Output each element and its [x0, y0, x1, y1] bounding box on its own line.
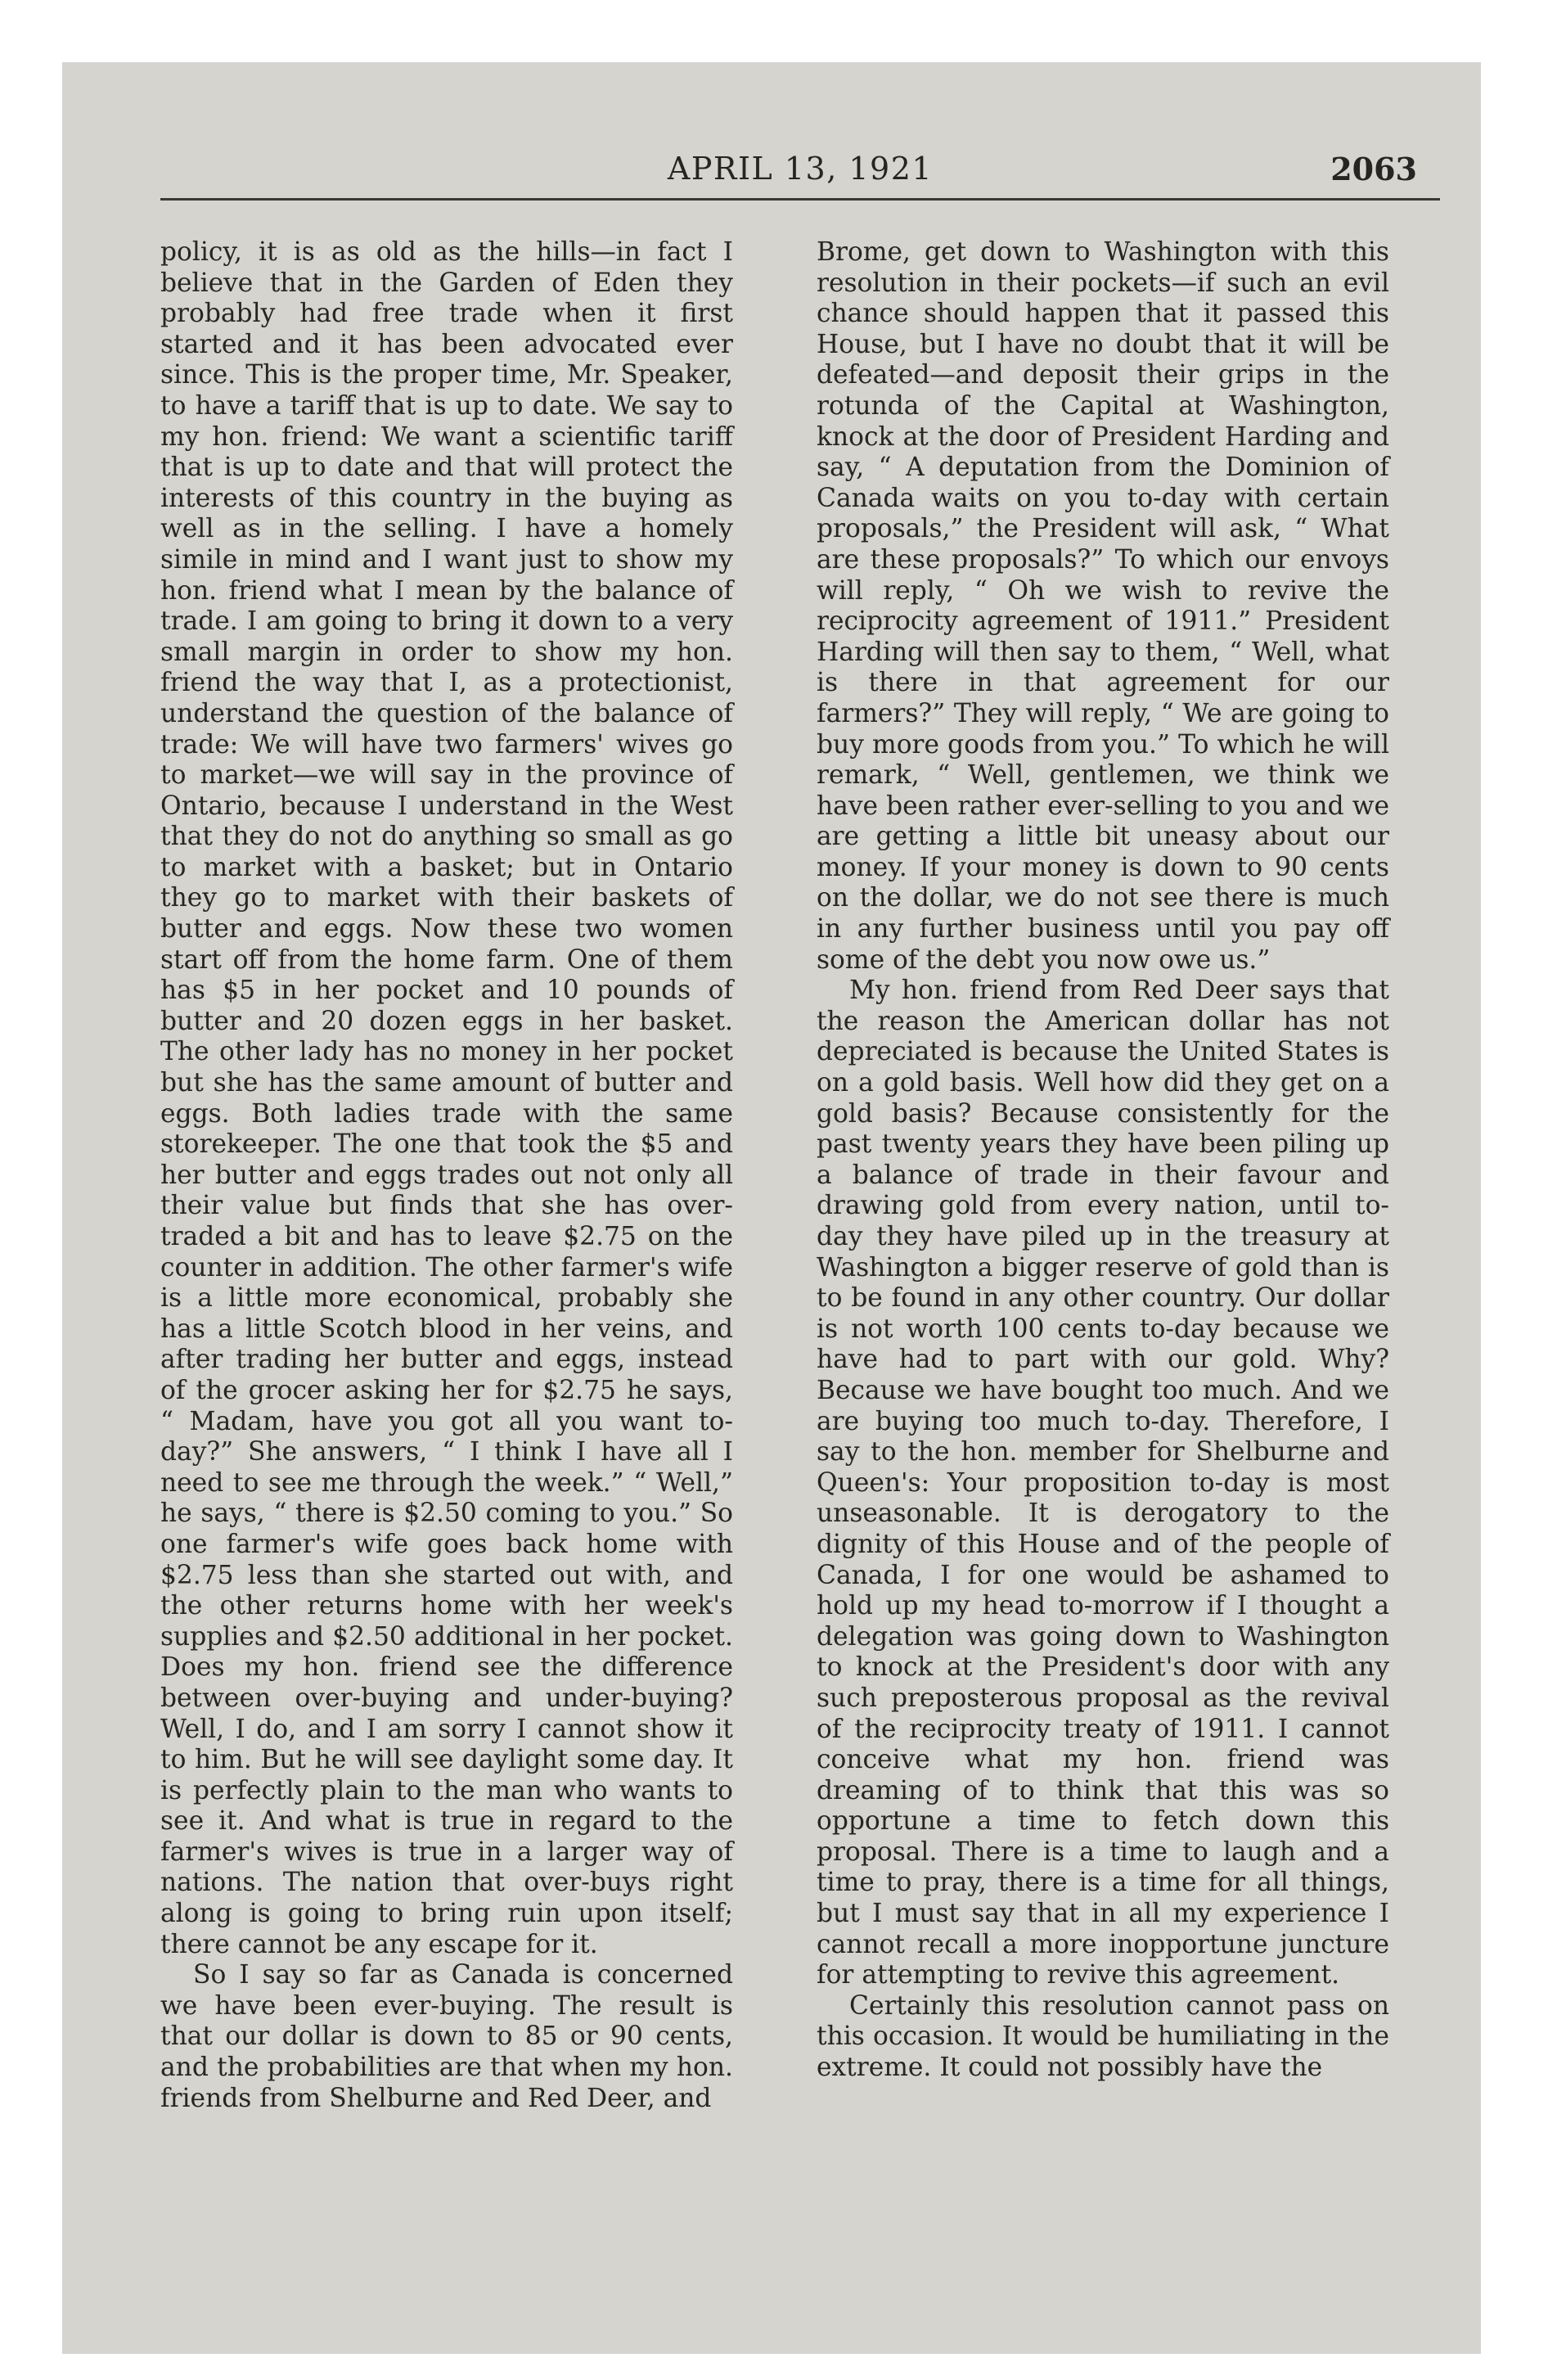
paragraph: My hon. friend from Red Deer says that the reason the American dollar has not depreciated is because the United States is on a gold basis. Well how did they get on a gold basis? Because consistently for the past twenty years they have been piling up a balance of trade in their favour and drawing gold from every nation, until to-day they have piled up in the treasury at Washington a bigger reserve of gold than is to be found in any other country. Our dollar is not worth 100 cents to-day because we have had to part with our gold. Why? Because we have bought too much. And we are buying too much to-day. Therefore, I say to the hon. member for Shelburne and Queen's: Your proposition to-day is most unseasonable. It is derogatory to the dignity of this House and of the people of Canada, I for one would be ashamed to hold up my head to-morrow if I thought a delegation was going down to Washington to knock at the President's door with any such preposterous proposal as the revival of the reciprocity treaty of 1911. I cannot conceive what my hon. friend was dreaming of to think that this was so opportune a time to fetch down this proposal. There is a time to laugh and a time to pray, there is a time for all things, but I must say that in all my experience I cannot recall a more inopportune juncture for attempting to revive this agreement.: [817, 976, 1389, 1990]
left-column: [160, 237, 733, 2114]
paragraph: Certainly this resolution cannot pass on this occasion. It would be humiliating in the extreme. It could not possibly have the: [817, 1990, 1389, 2083]
page-number: 2063: [1330, 151, 1417, 187]
paragraph: So I say so far as Canada is concerned we have been ever-buying. The result is that our dollar is down to 85 or 90 cents, and the probabilities are that when my hon. friends from Shelburne and Red Deer, and: [160, 1960, 733, 2113]
page-header: [160, 147, 1440, 196]
paragraph: policy, it is as old as the hills—in fact I believe that in the Garden of Eden they probably had free trade when it first started and it has been advocated ever since. This is the proper time, Mr. Speaker, to have a tariff that is up to date. We say to my hon. friend: We want a scientific tariff that is up to date and that will protect the interests of this country in the buying as well as in the selling. I have a homely simile in mind and I want just to show my hon. friend what I mean by the balance of trade. I am going to bring it down to a very small margin in order to show my hon. friend the way that I, as a protectionist, understand the question of the balance of trade: We will have two farmers' wives go to market—we will say in the province of Ontario, because I understand in the West that they do not do anything so small as go to market with a basket; but in Ontario they go to market with their baskets of butter and eggs. Now these two women start off from the home farm. One of them has $5 in her pocket and 10 pounds of butter and 20 dozen eggs in her basket. The other lady has no money in her pocket but she has the same amount of butter and eggs. Both ladies trade with the same storekeeper. The one that took the $5 and her butter and eggs trades out not only all their value but finds that she has over-traded a bit and has to leave $2.75 on the counter in addition. The other farmer's wife is a little more economical, probably she has a little Scotch blood in her veins, and after trading her butter and eggs, instead of the grocer asking her for $2.75 he says, “ Madam, have you got all you want to-day?” She answers, “ I think I have all I need to see me through the week.” “ Well,” he says, “ there is $2.50 coming to you.” So one farmer's wife goes back home with $2.75 less than she started out with, and the other returns home with her week's supplies and $2.50 additional in her pocket. Does my hon. friend see the difference between over-buying and under-buying? Well, I do, and I am sorry I cannot show it to him. But he will see daylight some day. It is perfectly plain to the man who wants to see it. And what is true in regard to the farmer's wives is true in a larger way of nations. The nation that over-buys right along is going to bring ruin upon itself; there cannot be any escape for it.: [160, 237, 733, 1959]
document-page: [160, 147, 1440, 2341]
header-rule: [160, 198, 1440, 201]
header-date: APRIL 13, 1921: [667, 151, 934, 187]
paragraph: Brome, get down to Washington with this resolution in their pockets—if such an evil chance should happen that it passed this House, but I have no doubt that it will be defeated—and deposit their grips in the rotunda of the Capital at Washington, knock at the door of President Harding and say, “ A deputation from the Dominion of Canada waits on you to-day with certain proposals,” the President will ask, “ What are these proposals?” To which our envoys will reply, “ Oh we wish to revive the reciprocity agreement of 1911.” President Harding will then say to them, “ Well, what is there in that agreement for our farmers?” They will reply, “ We are going to buy more goods from you.” To which he will remark, “ Well, gentlemen, we think we have been rather ever-selling to you and we are getting a little bit uneasy about our money. If your money is down to 90 cents on the dollar, we do not see there is much in any further business until you pay off some of the debt you now owe us.”: [817, 237, 1389, 975]
right-column: [817, 237, 1389, 2084]
